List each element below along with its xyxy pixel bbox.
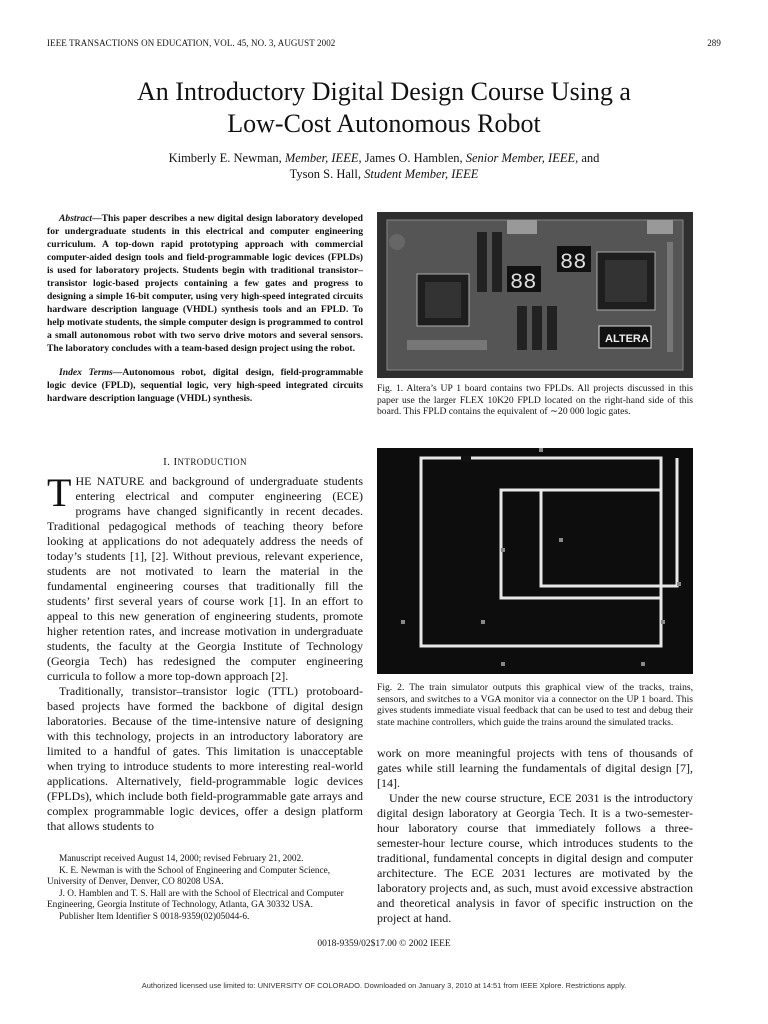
abstract-label: Abstract [59, 213, 93, 224]
abstract-text: —This paper describes a new digital design laboratory developed for undergraduate students in this electrical and computer engineering curriculum. A top-down rapid prototyping approach with commercial computer-aided design tools and field-programmable logic devices (FPLDs) is used for laboratory projects. Students begin with traditional transistor–transistor logic-based projects containing a few gates and progress to designing a simple 16-bit computer, using very high-speed integrated circuits hardware description language (VHDL) synthesis tools and an FPLD. To help motivate students, the simple computer design is programmed to control a small autonomous robot with two servo drive motors and several sensors. The laboratory concludes with a team-based design project using the robot. [47, 213, 363, 354]
page-number: 289 [707, 38, 721, 48]
author-1-name: Kimberly E. Newman, [168, 151, 282, 165]
figure-2-caption: Fig. 2. The train simulator outputs this graphical view of the tracks, trains, sensors, and switches to a VGA monitor via a connector on the UP 1 board. This gives students immediate visual feedback that can be used to test and debug their state machine controllers, which guide the trains around the simulated tracks. [377, 682, 693, 728]
index-terms [47, 366, 363, 405]
author-2-name: James O. Hamblen, [364, 151, 463, 165]
author-2-role: Senior Member, IEEE [465, 151, 576, 165]
author-separator: , [358, 151, 362, 165]
author-separator: , and [575, 151, 600, 165]
section-numeral: I. [163, 456, 171, 468]
figure-2-train-simulator [377, 448, 693, 674]
svg-text:88: 88 [560, 250, 587, 275]
board-illustration [377, 212, 693, 378]
train-marker [461, 456, 471, 462]
author-3-role: Student Member, IEEE [364, 167, 479, 181]
footnote-received: Manuscript received August 14, 2000; revised February 21, 2002. [59, 854, 304, 864]
figure-1-caption: Fig. 1. Altera’s UP 1 board contains two FPLDs. All projects discussed in this paper use the larger FLEX 10K20 FPLD located on the right-hand side of this board. This FPLD contains the equivalent of ∼20 000 logic gates. [377, 383, 693, 417]
drop-cap: T [47, 470, 72, 515]
issn-line: 0018-9359/02$17.00 © 2002 IEEE [317, 939, 451, 949]
footnote-publisher-id: Publisher Item Identifier S 0018-9359(02)05044-6. [59, 911, 250, 922]
figure-1-board-photo [377, 212, 693, 378]
author-3-name: Tyson S. Hall, [289, 167, 362, 181]
intro-paragraph-1: HE NATURE and background of undergraduate students entering electrical and computer engineering (ECE) programs have changed significantly in recent decades. Traditional pedagogical methods of teaching theory before looking at applications do not adequately address the needs of today’s students [1], [2]. Without previous, relevant experience, students are not motivated to learn the material in the fundamental engineering courses that traditionally fill the students’ first several years of course work [1]. In an effort to appeal to this new generation of engineering students, promote higher retention rates, and increase motivation in undergraduate students, the faculty at the Georgia Institute of Technology (Georgia Tech) has redesigned the computer engineering curricula to follow a more top-down approach [2]. [47, 474, 363, 683]
section-first-letter: I [173, 456, 178, 468]
right-paragraph-1: work on more meaningful projects with tens of thousands of gates while still learning the fundamentals of digital design [7], [14]. [377, 746, 693, 790]
svg-text:88: 88 [510, 270, 537, 295]
right-column-body [377, 746, 693, 926]
introduction-body [47, 470, 363, 834]
author-list [40, 150, 728, 182]
footnotes [47, 854, 363, 923]
altera-logo-text: ALTERA [605, 333, 649, 345]
section-title: NTRODUCTION [177, 457, 247, 467]
title-line-2: Low-Cost Autonomous Robot [227, 109, 541, 138]
section-heading [47, 456, 363, 468]
running-header: IEEE TRANSACTIONS ON EDUCATION, VOL. 45, NO. 3, AUGUST 2002 [47, 38, 336, 48]
authorized-use-notice: Authorized licensed use limited to: UNIVERSITY OF COLORADO. Downloaded on January 3, 2010 at 14:51 from IEEE Xplore. Restrictions apply. [141, 981, 627, 990]
index-terms-text: —Autonomous robot, digital design, field-programmable logic device (FPLD), sequential logic, very high-speed integrated circuits hardware description language (VHDL) synthesis. [47, 367, 363, 404]
title-line-1: An Introductory Digital Design Course Using a [137, 77, 631, 106]
footnote-hamblen-hall: J. O. Hamblen and T. S. Hall are with the School of Electrical and Computer Engineering, Georgia Institute of Technology, Atlanta, GA 30332 USA. [47, 888, 344, 910]
abstract [47, 212, 363, 355]
intro-paragraph-2: Traditionally, transistor–transistor logic (TTL) protoboard-based projects have formed the backbone of digital design laboratories. Because of the time-intensive nature of designing with this technology, projects in an introductory laboratory are limited to a handful of gates. This limitation is unacceptable when trying to introduce students to more interesting real-world applications. Alternatively, field-programmable logic devices (FPLDs), which include both field-programmable gate arrays and complex programmable logic devices, offer a design platform that allows students to [47, 684, 363, 833]
paper-title [40, 76, 728, 140]
right-paragraph-2: Under the new course structure, ECE 2031 is the introductory digital design laboratory at Georgia Tech. It is a two-semester-hour laboratory course that immediately follows a three-semester-hour lecture course, which introduces students to the traditional, fundamental concepts in digital design and computer architecture. The ECE 2031 lectures are motivated by the laboratory projects and, as such, must avoid excessive abstraction and theoretical analysis in favor of specific instruction on the project at hand. [377, 791, 693, 925]
author-1-role: Member, IEEE [284, 151, 359, 165]
track-graphic [377, 448, 693, 674]
footnote-newman: K. E. Newman is with the School of Engineering and Computer Science, University of Denver, Denver, CO 80208 USA. [47, 865, 331, 887]
index-terms-label: Index Terms [59, 367, 113, 378]
